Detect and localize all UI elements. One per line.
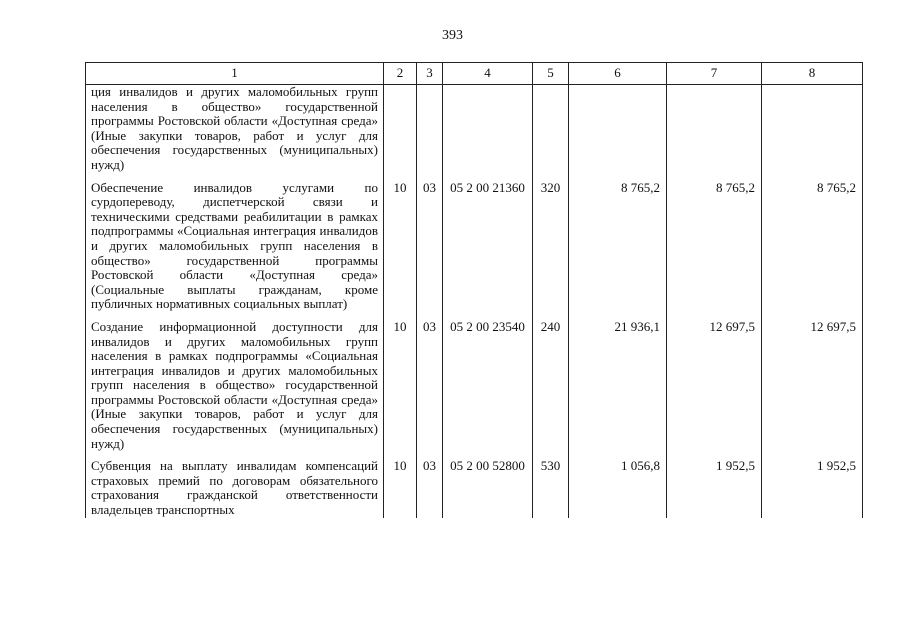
row-amount-col6: 8 765,2 <box>569 181 667 320</box>
row-description: Создание информационной доступности для инвалидов и других маломобильных групп населения в рамках подпрограммы «Социальная интеграция инвалидов и других маломобильных групп населения в общество» государственной программы Ростовской области «Доступная среда» (Иные закупки товаров, работ и услуг для обеспечения государственных (муниципальных) нужд) <box>86 320 384 459</box>
row-subsection: 03 <box>417 320 443 459</box>
row-description: Субвенция на выплату инвалидам компенсаций страховых премий по договорам обязательного страхования гражданской ответственности владельцев транспортных <box>86 459 384 517</box>
row-target-code: 05 2 00 52800 <box>443 459 533 517</box>
row-amount-col8 <box>762 85 863 181</box>
row-amount-col7: 1 952,5 <box>667 459 762 517</box>
row-subsection <box>417 85 443 181</box>
row-expense-type: 240 <box>533 320 569 459</box>
row-amount-col6 <box>569 85 667 181</box>
header-col-3: 3 <box>417 63 443 85</box>
row-description: ция инвалидов и других маломобильных групп населения в общество» государственной программы Ростовской области «Доступная среда» (Иные закупки товаров, работ и услуг для обеспечения государственных (муниципальных) нужд) <box>86 85 384 181</box>
table-row <box>86 459 863 517</box>
row-amount-col7 <box>667 85 762 181</box>
row-expense-type: 320 <box>533 181 569 320</box>
table-row <box>86 85 863 181</box>
row-amount-col7: 8 765,2 <box>667 181 762 320</box>
header-col-7: 7 <box>667 63 762 85</box>
header-col-1: 1 <box>86 63 384 85</box>
row-section: 10 <box>384 320 417 459</box>
table-row <box>86 320 863 459</box>
row-target-code: 05 2 00 23540 <box>443 320 533 459</box>
header-col-4: 4 <box>443 63 533 85</box>
row-expense-type <box>533 85 569 181</box>
row-expense-type: 530 <box>533 459 569 517</box>
header-row <box>86 63 863 85</box>
header-col-5: 5 <box>533 63 569 85</box>
header-col-2: 2 <box>384 63 417 85</box>
row-amount-col8: 1 952,5 <box>762 459 863 517</box>
row-subsection: 03 <box>417 459 443 517</box>
page-number: 393 <box>442 28 463 43</box>
budget-table <box>85 62 863 518</box>
row-section: 10 <box>384 181 417 320</box>
table-row <box>86 181 863 320</box>
row-target-code <box>443 85 533 181</box>
row-amount-col8: 8 765,2 <box>762 181 863 320</box>
row-target-code: 05 2 00 21360 <box>443 181 533 320</box>
row-description: Обеспечение инвалидов услугами по сурдопереводу, диспетчерской связи и техническими средствами реабилитации в рамках подпрограммы «Социальная интеграция инвалидов и других маломобильных групп населения в общество» государственной программы Ростовской области «Доступная среда» (Социальные выплаты гражданам, кроме публичных нормативных социальных выплат) <box>86 181 384 320</box>
row-section: 10 <box>384 459 417 517</box>
header-col-8: 8 <box>762 63 863 85</box>
row-amount-col8: 12 697,5 <box>762 320 863 459</box>
row-amount-col6: 1 056,8 <box>569 459 667 517</box>
row-amount-col7: 12 697,5 <box>667 320 762 459</box>
row-amount-col6: 21 936,1 <box>569 320 667 459</box>
header-col-6: 6 <box>569 63 667 85</box>
row-subsection: 03 <box>417 181 443 320</box>
row-section <box>384 85 417 181</box>
